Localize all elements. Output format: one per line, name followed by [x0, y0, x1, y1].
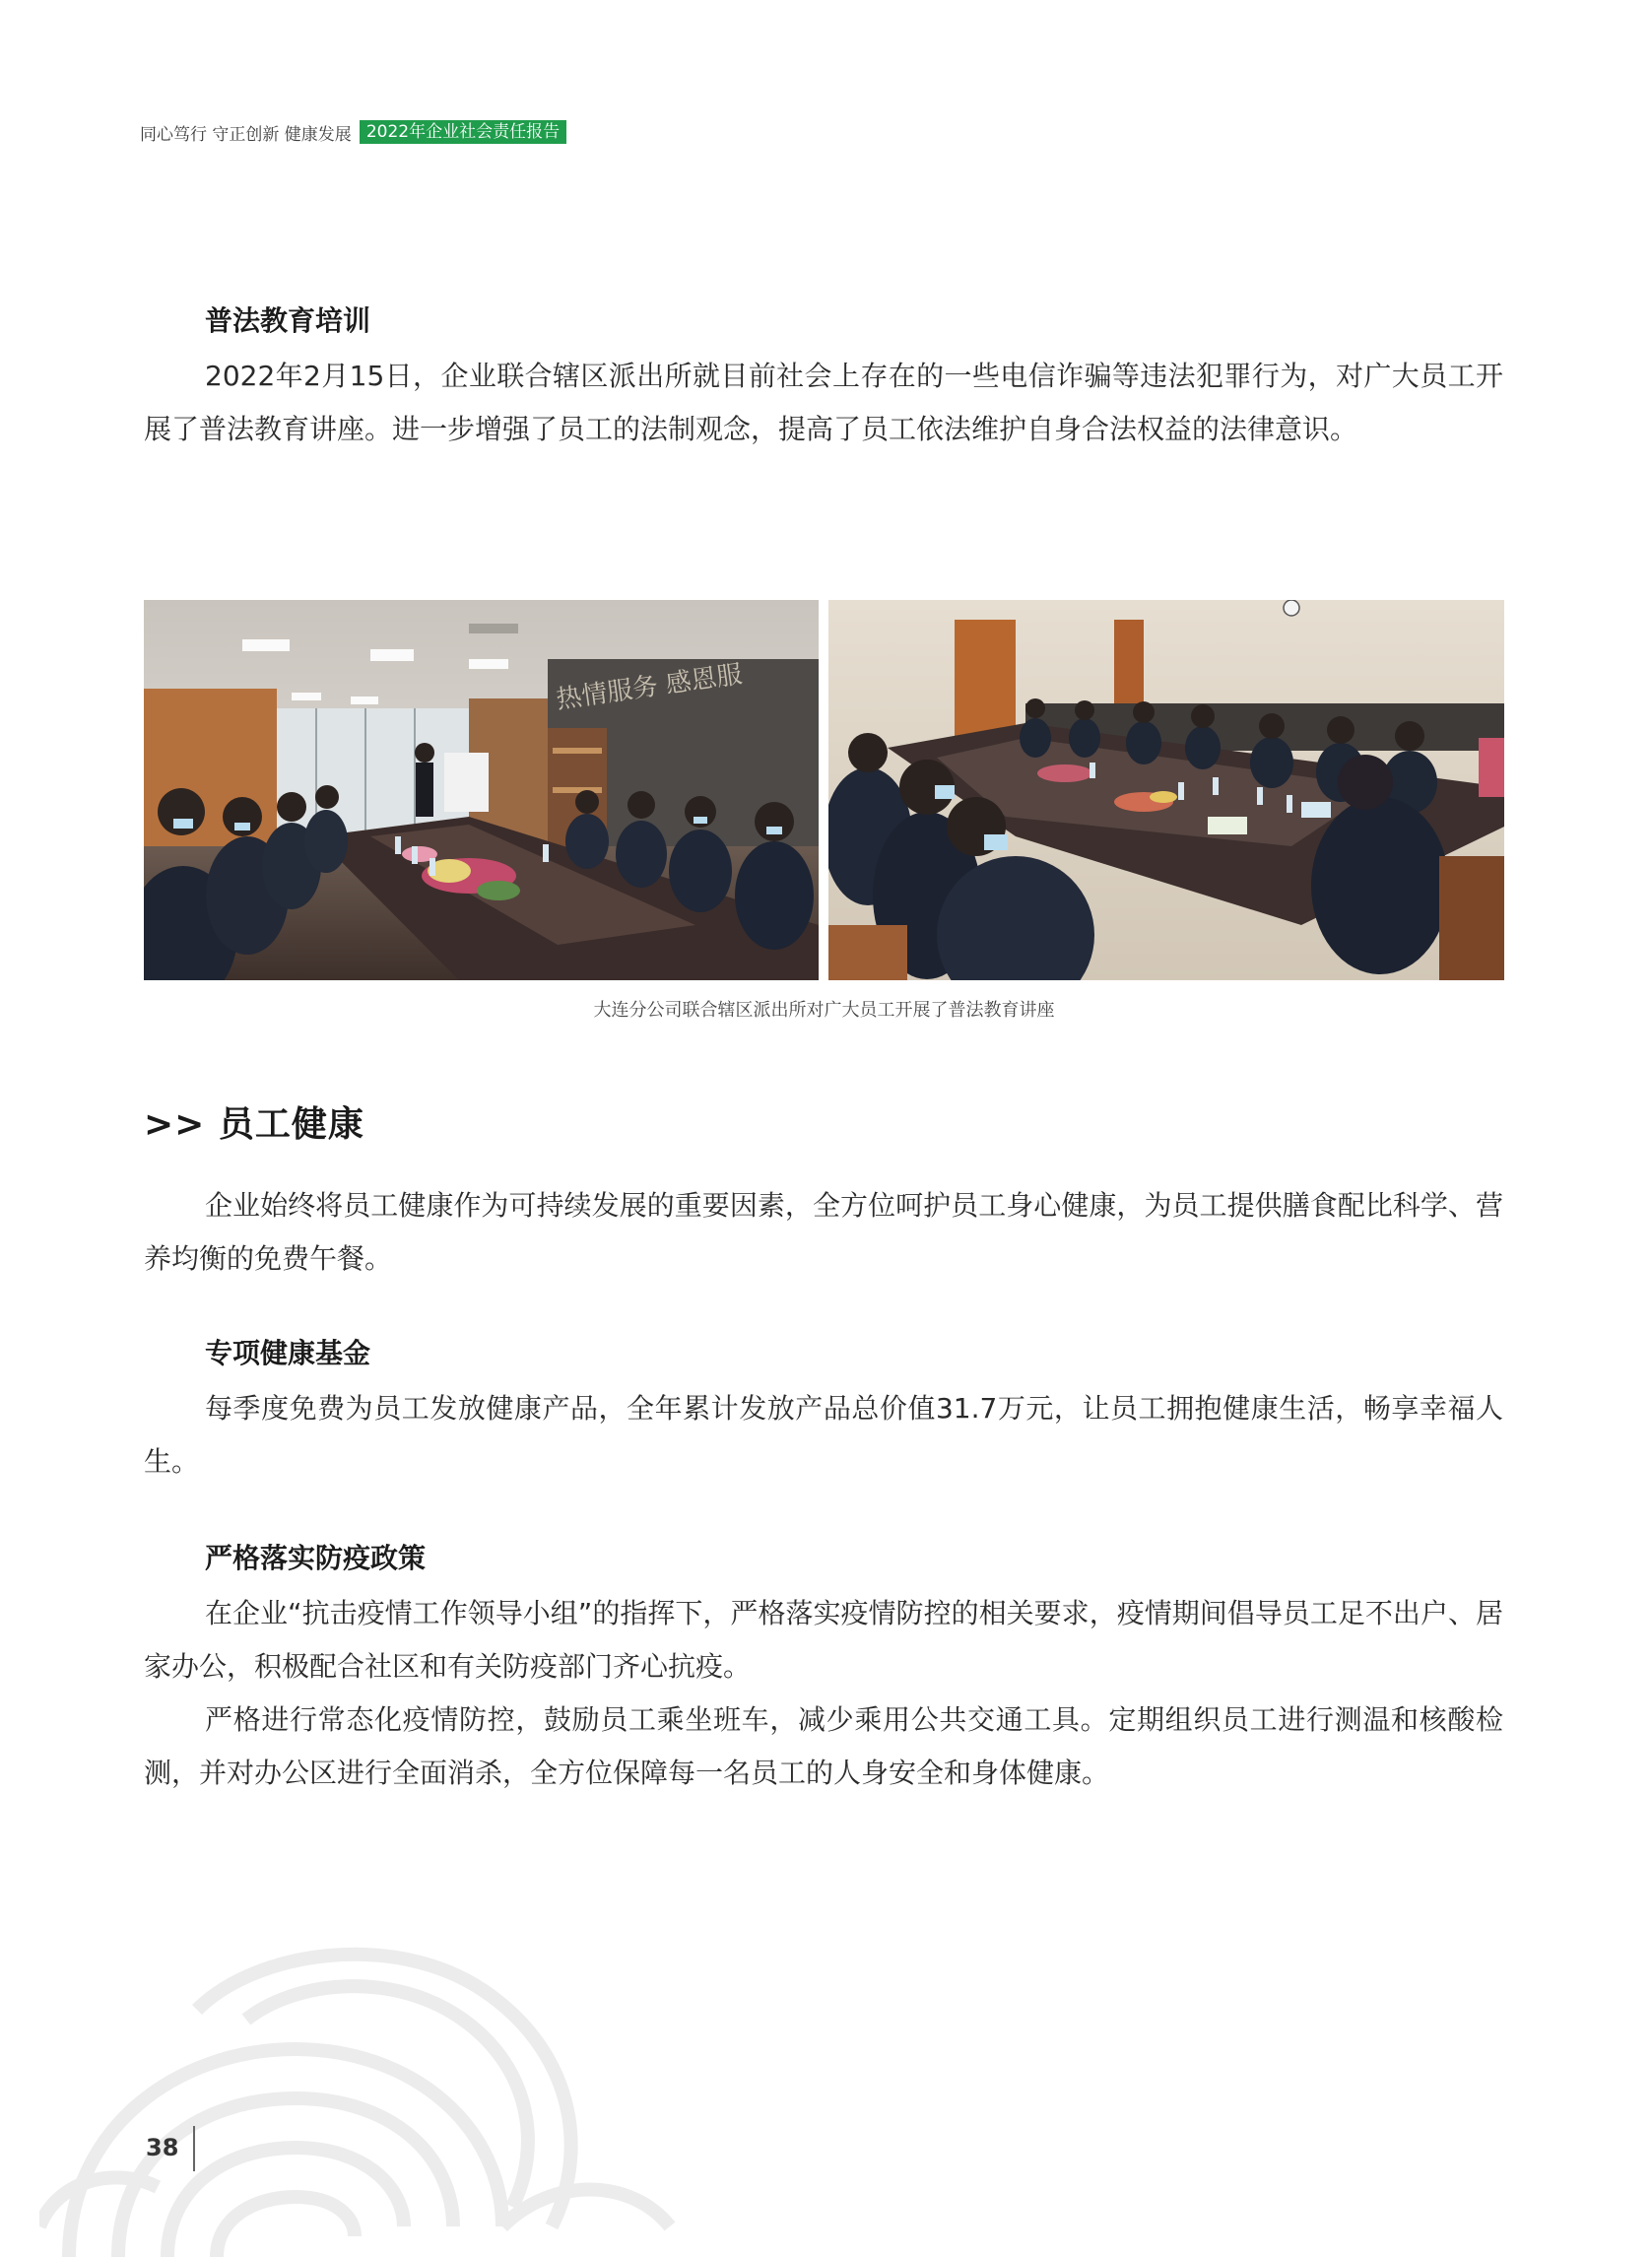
photo-left	[144, 600, 819, 980]
photo-left-sign: 热情服务 感恩服	[554, 659, 745, 715]
page-number-divider	[193, 2126, 195, 2171]
header-slogan: 同心笃行 守正创新 健康发展	[140, 124, 352, 145]
epidemic-policy-paragraph-1: 在企业“抗击疫情工作领导小组”的指挥下，严格落实疫情防控的相关要求，疫情期间倡导员工足不出户、居家办公，积极配合社区和有关防疫部门齐心抗疫。	[144, 1597, 1503, 1683]
epidemic-policy-heading: 严格落实防疫政策	[205, 1542, 427, 1574]
health-fund-section	[144, 1334, 1503, 1489]
employee-health-intro-paragraph: 企业始终将员工健康作为可持续发展的重要因素，全方位呵护员工身心健康，为员工提供膳食配比科学、营养均衡的免费午餐。	[144, 1189, 1503, 1275]
section-title-employee-health: >> 员工健康	[144, 1104, 364, 1145]
report-title-badge: 2022年企业社会责任报告	[360, 120, 566, 144]
epidemic-policy-paragraph-2: 严格进行常态化疫情防控，鼓励员工乘坐班车，减少乘用公共交通工具。定期组织员工进行测温和核酸检测，并对办公区进行全面消杀，全方位保障每一名员工的人身安全和身体健康。	[144, 1703, 1503, 1789]
legal-training-paragraph: 2022年2月15日，企业联合辖区派出所就目前社会上存在的一些电信诈骗等违法犯罪行为，对广大员工开展了普法教育讲座。进一步增强了员工的法制观念，提高了员工依法维护自身合法权益的法律意识。	[144, 360, 1503, 445]
health-fund-paragraph: 每季度免费为员工发放健康产品，全年累计发放产品总价值31.7万元，让员工拥抱健康生活，畅享幸福人生。	[144, 1392, 1503, 1478]
page-number: 38	[146, 2134, 179, 2161]
photo-row	[144, 600, 1504, 980]
health-fund-heading: 专项健康基金	[205, 1337, 371, 1369]
photo-caption: 大连分公司联合辖区派出所对广大员工开展了普法教育讲座	[593, 1000, 1055, 1021]
legal-training-heading: 普法教育培训	[205, 304, 371, 337]
epidemic-policy-section	[144, 1539, 1503, 1800]
report-header	[140, 120, 566, 144]
legal-training-section	[144, 301, 1503, 456]
cloud-pattern-decoration	[39, 1931, 729, 2257]
photo-right	[828, 600, 1504, 980]
employee-health-intro	[144, 1179, 1503, 1286]
